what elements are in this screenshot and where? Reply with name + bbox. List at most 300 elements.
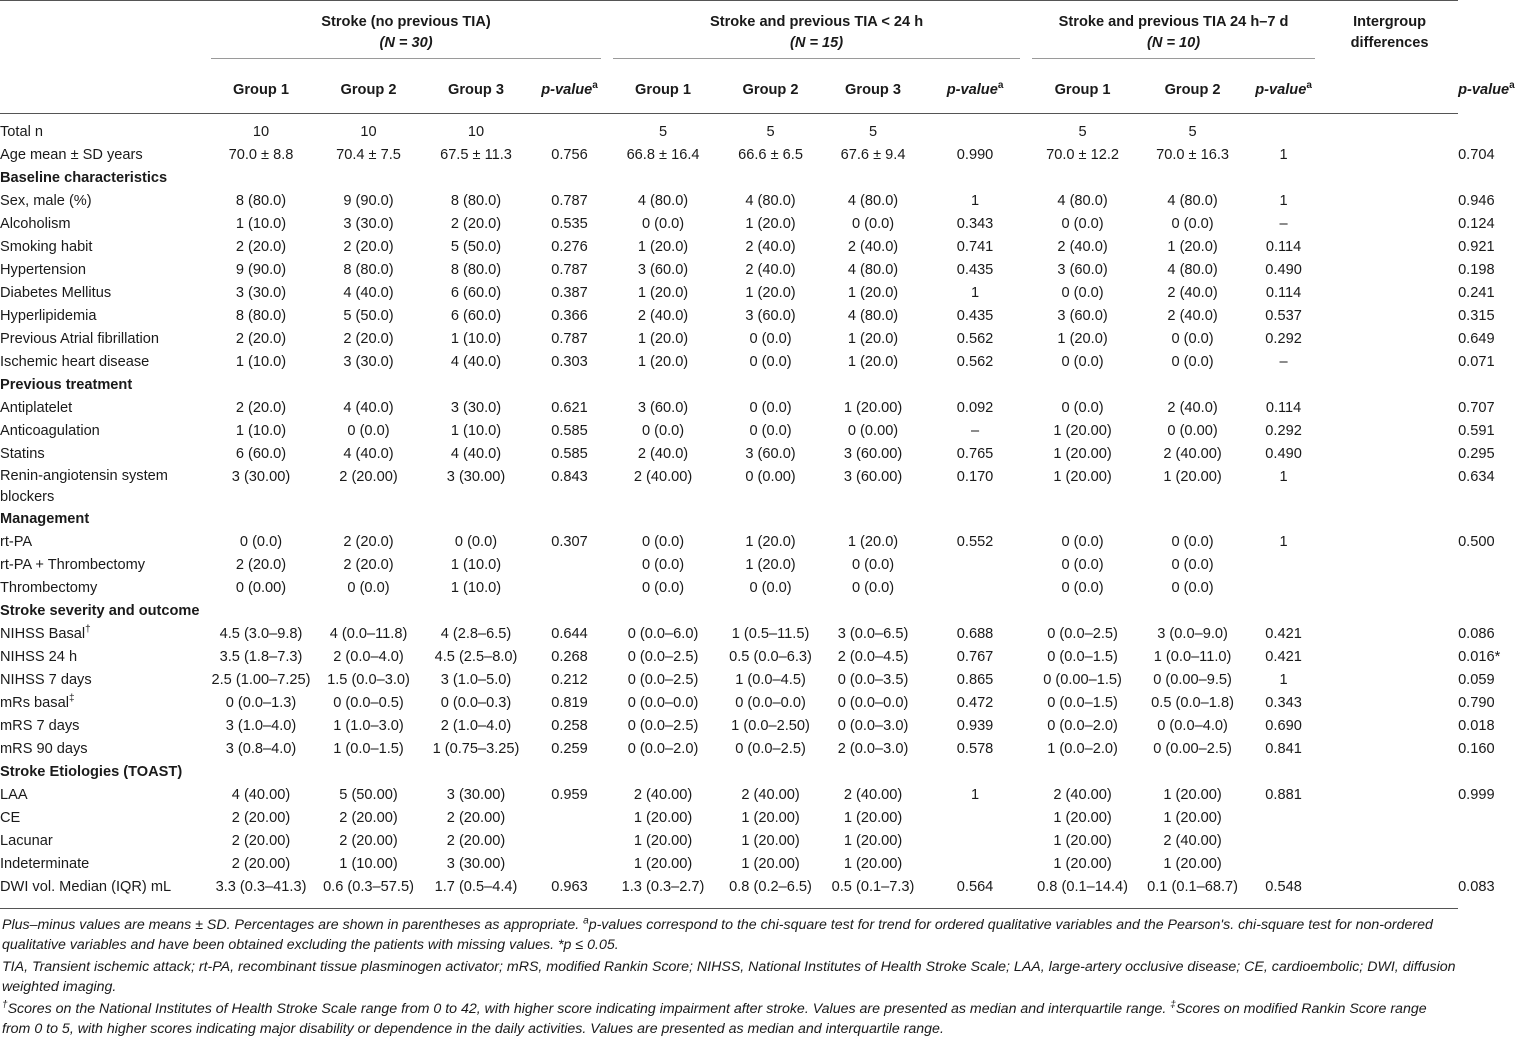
table-cell: 1 (0.0–11.0) bbox=[1153, 648, 1232, 665]
table-cell: 3 (60.00) bbox=[843, 445, 903, 462]
table-cell: 0 (0.0) bbox=[851, 579, 895, 596]
table-cell: 0.6 (0.3–57.5) bbox=[323, 878, 414, 895]
row-label: rt-PA bbox=[0, 533, 33, 550]
table-cell: 0 (0.0–0.0) bbox=[627, 694, 699, 711]
table-cell: 70.4 ± 7.5 bbox=[336, 146, 401, 163]
table-cell: 0 (0.00) bbox=[847, 422, 899, 439]
table-cell: 2 (20.00) bbox=[446, 809, 506, 826]
table-cell: 0.1 (0.1–68.7) bbox=[1147, 878, 1238, 895]
spacer-cell bbox=[1321, 351, 1458, 374]
group-title: Stroke (no previous TIA) bbox=[321, 14, 491, 30]
table-cell: 2 (20.00) bbox=[231, 855, 291, 872]
table-cell: 2 (20.00) bbox=[339, 809, 398, 826]
subheader-cell: Group 3 bbox=[448, 82, 504, 98]
table-cell: 3 (0.0–6.5) bbox=[837, 625, 909, 642]
table-cell: 0 (0.0) bbox=[1061, 556, 1104, 573]
table-cell: 0.741 bbox=[956, 238, 994, 255]
table-cell: 4 (40.0) bbox=[450, 353, 502, 370]
table-row: DWI vol. Median (IQR) mL 3.3 (0.3–41.3) 0.6 (0.3–57.5) 1.7 (0.5–4.4) 0.963 1.3 (0.3–2.7) 0.8 (0.2–6.5) 0.5 (0.1–7.3) 0.564 0.8 (0.1–14.4) 0.1 (0.1–68.7) 0.548 0.083 bbox=[0, 876, 1458, 909]
table-cell: 1 (20.00) bbox=[633, 809, 693, 826]
table-cell: 1.5 (0.0–3.0) bbox=[327, 671, 410, 688]
table-cell: 0 (0.0) bbox=[1061, 399, 1104, 416]
table-row bbox=[0, 830, 1458, 853]
table-row: Hypertension 9 (90.0) 8 (80.0) 8 (80.0) 0.787 3 (60.0) 2 (40.0) 4 (80.0) 0.435 3 (60.0) 4 (80.0) 0.490 0.198 bbox=[0, 259, 1458, 282]
table-row: Anticoagulation 1 (10.0) 0 (0.0) 1 (10.0) 0.585 0 (0.0) 0 (0.0) 0 (0.00) – 1 (20.00) 0 (0.00) 0.292 0.591 bbox=[0, 420, 1458, 443]
table-cell: 4 (80.0) bbox=[847, 307, 899, 324]
table-cell: 5 (50.0) bbox=[450, 238, 502, 255]
table-cell: 2 (40.0) bbox=[1167, 307, 1218, 324]
row-label: NIHSS 24 h bbox=[0, 648, 78, 665]
subheader-blank bbox=[0, 69, 205, 114]
table-cell bbox=[532, 577, 607, 600]
table-cell: 1 (0.0–2.0) bbox=[1047, 740, 1118, 757]
table-cell: 1 bbox=[970, 192, 980, 209]
table-cell: 0.562 bbox=[956, 330, 994, 347]
table-cell: 0.881 bbox=[1265, 786, 1302, 803]
table-cell: 2 (20.0) bbox=[343, 238, 394, 255]
table-cell: 1 (20.00) bbox=[1053, 445, 1112, 462]
table-cell: 0 (0.0–2.5) bbox=[627, 648, 699, 665]
table-cell: 0.963 bbox=[551, 878, 588, 895]
table-cell: 2 (0.0–4.5) bbox=[837, 648, 909, 665]
table-cell: 0.114 bbox=[1265, 284, 1302, 301]
table-cell: 6 (60.0) bbox=[235, 445, 287, 462]
table-cell: 3 (0.0–9.0) bbox=[1157, 625, 1228, 642]
table-cell: 0.787 bbox=[551, 261, 588, 278]
table-cell: 0 (0.0–1.5) bbox=[1047, 694, 1118, 711]
footnote-abbreviations: TIA, Transient ischemic attack; rt-PA, recombinant tissue plasminogen activator; mRS, modified Rankin Score; NIHSS, National Institutes of Health Stroke Scale; LAA, large-artery occlusive disease; CE, cardioembolic; DWI, diffusion weighted imaging. bbox=[2, 958, 1456, 995]
table-cell: 0.562 bbox=[956, 353, 994, 370]
spacer-cell bbox=[1321, 876, 1458, 909]
table-cell: 0.841 bbox=[1265, 740, 1302, 757]
table-cell: 1 (20.00) bbox=[1163, 468, 1222, 485]
row-label: Sex, male (%) bbox=[0, 192, 92, 209]
table-cell: 1 bbox=[1279, 533, 1288, 550]
table-cell: 1 (20.00) bbox=[843, 832, 903, 849]
table-cell: 1 bbox=[970, 786, 980, 803]
table-cell: 4 (40.0) bbox=[343, 399, 394, 416]
table-cell: 0.959 bbox=[551, 786, 588, 803]
row-label: Diabetes Mellitus bbox=[0, 284, 112, 301]
spacer-cell bbox=[1321, 328, 1458, 351]
table-cell: 2 (20.0) bbox=[235, 399, 287, 416]
table-cell: 0.5 (0.0–1.8) bbox=[1151, 694, 1234, 711]
subheader-cell: Group 2 bbox=[742, 82, 799, 98]
table-cell: 3 (30.00) bbox=[446, 468, 506, 485]
spacer-cell bbox=[1321, 190, 1458, 213]
table-cell: – bbox=[1279, 215, 1288, 232]
table-cell: 3.5 (1.8–7.3) bbox=[219, 648, 303, 665]
row-label: Total n bbox=[0, 123, 43, 140]
table-cell bbox=[1246, 830, 1321, 853]
table-row: NIHSS 7 days 2.5 (1.00–7.25) 1.5 (0.0–3.0) 3 (1.0–5.0) 0.212 0 (0.0–2.5) 1 (0.0–4.5) 0 (0.0–3.5) 0.865 0 (0.00–1.5) 0 (0.00–9.5) 1 0.059 bbox=[0, 669, 1458, 692]
subheader-cell: Group 1 bbox=[233, 82, 289, 98]
table-cell: 0 (0.0–6.0) bbox=[627, 625, 699, 642]
table-cell: 2 (40.0) bbox=[1167, 399, 1218, 416]
table-cell: 0 (0.0) bbox=[1171, 556, 1214, 573]
table-cell bbox=[532, 853, 607, 876]
table-cell: 2 (20.0) bbox=[343, 533, 394, 550]
table-cell: 3 (30.0) bbox=[450, 399, 502, 416]
table-cell: 1 (20.0) bbox=[847, 284, 899, 301]
subheader-cell: Group 2 bbox=[340, 82, 397, 98]
table-cell: – bbox=[970, 422, 980, 439]
table-cell: 0 (0.0) bbox=[749, 399, 792, 416]
table-cell: 66.6 ± 6.5 bbox=[738, 146, 803, 163]
table-cell: 0 (0.0–3.5) bbox=[837, 671, 909, 688]
table-row: Previous Atrial fibrillation 2 (20.0) 2 (20.0) 1 (10.0) 0.787 1 (20.0) 0 (0.0) 1 (20.0) 0.562 1 (20.0) 0 (0.0) 0.292 0.649 bbox=[0, 328, 1458, 351]
table-cell: 0.292 bbox=[1265, 422, 1302, 439]
table-cell: 1 (20.00) bbox=[1053, 422, 1112, 439]
table-cell: 1 (20.00) bbox=[741, 809, 800, 826]
table-cell: 0.690 bbox=[1265, 717, 1302, 734]
table-cell: 0.212 bbox=[551, 671, 588, 688]
table-cell: 4 (40.00) bbox=[231, 786, 291, 803]
table-cell bbox=[1246, 853, 1321, 876]
spacer-cell bbox=[1321, 784, 1458, 807]
section-heading: Management bbox=[0, 510, 90, 527]
table-cell: 2 (20.0) bbox=[343, 330, 394, 347]
table-cell: 4 (80.0) bbox=[745, 192, 796, 209]
table-cell bbox=[532, 554, 607, 577]
table-cell: 0 (0.00) bbox=[745, 468, 796, 485]
section-row bbox=[0, 600, 1458, 623]
table-cell: 8 (80.0) bbox=[235, 307, 287, 324]
row-label: Statins bbox=[0, 445, 45, 462]
table-cell: 0 (0.0) bbox=[641, 215, 685, 232]
table-cell: 3 (60.0) bbox=[637, 261, 689, 278]
table-cell: 0.490 bbox=[1265, 445, 1302, 462]
table-row bbox=[0, 554, 1458, 577]
table-cell: 0 (0.0) bbox=[749, 330, 792, 347]
table-cell: 2 (20.00) bbox=[446, 832, 506, 849]
table-cell: 3 (30.0) bbox=[235, 284, 287, 301]
row-label: LAA bbox=[0, 786, 28, 803]
table-cell: 2 (40.0) bbox=[847, 238, 899, 255]
table-row bbox=[0, 113, 1458, 144]
table-cell: 0.114 bbox=[1265, 238, 1302, 255]
table-cell: 0.8 (0.1–14.4) bbox=[1037, 878, 1128, 895]
table-cell: 6 (60.0) bbox=[450, 307, 502, 324]
table-cell: 2 (20.00) bbox=[339, 832, 398, 849]
table-cell: 1 (20.0) bbox=[847, 533, 899, 550]
table-cell: 0.578 bbox=[956, 740, 994, 757]
table-cell: 1 (20.00) bbox=[741, 855, 800, 872]
row-label: rt-PA + Thrombectomy bbox=[0, 556, 146, 573]
table-cell: 1 (20.0) bbox=[1057, 330, 1108, 347]
table-row: Smoking habit 2 (20.0) 2 (20.0) 5 (50.0) 0.276 1 (20.0) 2 (40.0) 2 (40.0) 0.741 2 (40.0) 1 (20.0) 0.114 0.921 bbox=[0, 236, 1458, 259]
table-cell bbox=[532, 807, 607, 830]
table-cell: 0.303 bbox=[551, 353, 588, 370]
table-cell: – bbox=[1279, 353, 1288, 370]
table-cell: 0.765 bbox=[956, 445, 994, 462]
table-cell: 6 (60.0) bbox=[450, 284, 502, 301]
section-heading: Baseline characteristics bbox=[0, 169, 168, 186]
table-cell: 5 bbox=[766, 123, 775, 140]
table-cell: 1 (20.00) bbox=[1163, 809, 1222, 826]
table-cell: 2 (40.0) bbox=[1167, 284, 1218, 301]
spacer-cell bbox=[1321, 830, 1458, 853]
table-cell: 0.5 (0.1–7.3) bbox=[831, 878, 915, 895]
table-cell: 1 (10.0) bbox=[235, 215, 287, 232]
table-cell: 3 (1.0–4.0) bbox=[225, 717, 297, 734]
table-cell: 0 (0.0) bbox=[851, 215, 895, 232]
table-cell: 0.092 bbox=[956, 399, 994, 416]
table-cell: 5 bbox=[1078, 123, 1087, 140]
row-label: Alcoholism bbox=[0, 215, 71, 232]
table-cell: 1 (10.00) bbox=[339, 855, 398, 872]
table-cell: 0.564 bbox=[956, 878, 994, 895]
table-cell: 0.585 bbox=[551, 422, 588, 439]
table-cell: 66.8 ± 16.4 bbox=[626, 146, 700, 163]
row-label: Renin-angiotensin system blockers bbox=[0, 467, 168, 505]
table-cell: 8 (80.0) bbox=[450, 261, 502, 278]
table-cell: 1 (20.0) bbox=[745, 284, 796, 301]
table-row: Ischemic heart disease 1 (10.0) 3 (30.0) 4 (40.0) 0.303 1 (20.0) 0 (0.0) 1 (20.0) 0.562 0 (0.0) 0 (0.0) – 0.071 bbox=[0, 351, 1458, 374]
table-cell: 2 (20.0) bbox=[235, 238, 287, 255]
table-cell: 0.787 bbox=[551, 192, 588, 209]
table-cell: 10 bbox=[467, 123, 485, 140]
table-cell: 2 (20.0) bbox=[235, 330, 287, 347]
spacer-cell bbox=[1321, 144, 1458, 167]
table-cell: 1 (20.00) bbox=[1053, 809, 1112, 826]
table-cell: 1 (20.00) bbox=[1053, 855, 1112, 872]
table-cell: 4 (80.0) bbox=[637, 192, 689, 209]
table-cell: 1 (1.0–3.0) bbox=[333, 717, 404, 734]
table-cell: 2 (40.00) bbox=[1163, 445, 1222, 462]
table-cell: 0.435 bbox=[956, 261, 994, 278]
footnote-scales: †Scores on the National Institutes of Health Stroke Scale range from 0 to 42, with higher score indicating impairment after stroke. Values are presented as median and interquartile range. ‡Scores on modified Rankin Score range from 0 to 5, with higher scores indicating major disability or dependence in the daily activities. Values are presented as median and interquartile range. bbox=[2, 998, 1427, 1037]
subheader-cell: p-value$^a$ bbox=[541, 80, 598, 98]
spacer-cell bbox=[1321, 577, 1458, 600]
table-cell: 1 (20.0) bbox=[637, 284, 689, 301]
table-cell: 1 (20.0) bbox=[745, 556, 796, 573]
table-cell: 9 (90.0) bbox=[343, 192, 394, 209]
row-label: Anticoagulation bbox=[0, 422, 100, 439]
table-cell: 0.268 bbox=[551, 648, 588, 665]
spacer-cell bbox=[1321, 738, 1458, 761]
table-row: Renin-angiotensin system blockers 3 (30.00) 2 (20.00) 3 (30.00) 0.843 2 (40.00) 0 (0.00) 3 (60.00) 0.170 1 (20.00) 1 (20.00) 1 0.634 bbox=[0, 466, 1458, 508]
table-cell bbox=[1246, 577, 1321, 600]
spacer-cell bbox=[1321, 646, 1458, 669]
table-cell: 0.472 bbox=[956, 694, 994, 711]
table-cell bbox=[1246, 807, 1321, 830]
table-cell: 3 (60.0) bbox=[1057, 307, 1108, 324]
table-cell: 2 (0.0–4.0) bbox=[333, 648, 404, 665]
table-cell: 4 (40.0) bbox=[450, 445, 502, 462]
table-cell: 0 (0.0) bbox=[1171, 533, 1214, 550]
table-cell: 0.170 bbox=[956, 468, 994, 485]
table-cell: 0.5 (0.0–6.3) bbox=[729, 648, 812, 665]
table-cell: 3 (60.0) bbox=[745, 307, 796, 324]
table-cell: 0.843 bbox=[551, 468, 588, 485]
table-body bbox=[0, 113, 1501, 908]
table-cell: 0.343 bbox=[956, 215, 994, 232]
table-cell: 1 bbox=[1279, 468, 1288, 485]
table-cell: 0 (0.0) bbox=[1061, 353, 1104, 370]
table-cell: 3 (30.0) bbox=[343, 215, 394, 232]
table-cell: 1 (20.00) bbox=[1163, 786, 1222, 803]
table-cell: 2 (40.0) bbox=[637, 445, 689, 462]
section-heading: Stroke severity and outcome bbox=[0, 602, 200, 619]
table-cell: 1 (20.0) bbox=[1167, 238, 1218, 255]
table-cell: 67.5 ± 11.3 bbox=[440, 146, 512, 163]
table-cell: 5 bbox=[1188, 123, 1197, 140]
table-cell: 0 (0.00) bbox=[1167, 422, 1218, 439]
table-cell: 0.537 bbox=[1265, 307, 1302, 324]
table-cell: 2 (20.0) bbox=[235, 556, 287, 573]
table-cell: 0.490 bbox=[1265, 261, 1302, 278]
table-cell: 4.5 (2.5–8.0) bbox=[434, 648, 518, 665]
table-row bbox=[0, 577, 1458, 600]
spacer-cell bbox=[1321, 715, 1458, 738]
table-cell: 0.990 bbox=[956, 146, 994, 163]
table-cell: 3 (30.00) bbox=[231, 468, 291, 485]
table-cell: 2 (0.0–3.0) bbox=[837, 740, 909, 757]
table-cell: 1 (20.00) bbox=[843, 399, 903, 416]
table-cell: 2 (20.00) bbox=[231, 832, 291, 849]
table-cell: 1 (10.0) bbox=[235, 353, 287, 370]
table-cell: 8 (80.0) bbox=[235, 192, 287, 209]
table-cell: 2 (40.00) bbox=[741, 786, 800, 803]
table-cell: 0 (0.0) bbox=[641, 533, 685, 550]
spacer-cell bbox=[1321, 692, 1458, 715]
table-cell bbox=[532, 113, 607, 144]
table-row: mRs basal‡ 0 (0.0–1.3) 0 (0.0–0.5) 0 (0.0–0.3) 0.819 0 (0.0–0.0) 0 (0.0–0.0) 0 (0.0–0.0) 0.472 0 (0.0–1.5) 0.5 (0.0–1.8) 0.343 0.790 bbox=[0, 692, 1458, 715]
table-cell: 0 (0.0–2.5) bbox=[627, 671, 699, 688]
row-label: mRS 7 days bbox=[0, 717, 80, 734]
table-cell: 0 (0.0–2.0) bbox=[1047, 717, 1118, 734]
table-cell: 0.767 bbox=[956, 648, 994, 665]
table-cell: 0.8 (0.2–6.5) bbox=[729, 878, 812, 895]
table-cell: 5 bbox=[658, 123, 668, 140]
table-cell: 4 (80.0) bbox=[847, 261, 899, 278]
table-cell: 0 (0.0) bbox=[1171, 330, 1214, 347]
footnote-1: Plus–minus values are means ± SD. Percentages are shown in parentheses as appropriate. $^a$p-values correspond to the chi-square test for trend for ordered qualitative variables and the Pearson's. chi-square test for non-ordered qualitative variables and have been obtained excluding the patients with missing values. *p ≤ 0.05. bbox=[2, 914, 1433, 953]
table-cell: 4 (80.0) bbox=[847, 192, 899, 209]
table-cell: 0.621 bbox=[551, 399, 588, 416]
table-row: Sex, male (%) 8 (80.0) 9 (90.0) 8 (80.0) 0.787 4 (80.0) 4 (80.0) 4 (80.0) 1 4 (80.0) 4 (80.0) 1 0.946 bbox=[0, 190, 1458, 213]
table-cell: 1 (0.75–3.25) bbox=[432, 740, 520, 757]
table-cell: 2 (40.00) bbox=[843, 786, 903, 803]
group-n: (N = 15) bbox=[789, 35, 844, 51]
table-cell: 2 (20.0) bbox=[343, 556, 394, 573]
table-cell: 0 (0.0) bbox=[454, 533, 498, 550]
table-cell: 4 (2.8–6.5) bbox=[440, 625, 512, 642]
table-row: Antiplatelet 2 (20.0) 4 (40.0) 3 (30.0) 0.621 3 (60.0) 0 (0.0) 1 (20.00) 0.092 0 (0.0) 2 (40.0) 0.114 0.707 bbox=[0, 397, 1458, 420]
spacer-cell bbox=[1321, 531, 1458, 554]
table-cell: 0.421 bbox=[1265, 648, 1302, 665]
table-cell: 0 (0.0–0.0) bbox=[837, 694, 909, 711]
table-cell: 2 (40.00) bbox=[633, 786, 693, 803]
table-cell: 0 (0.0) bbox=[641, 579, 685, 596]
spacer-cell bbox=[1321, 213, 1458, 236]
group-header-intergroup: Intergroup differences bbox=[1350, 14, 1429, 51]
table-cell: 1 (0.0–1.5) bbox=[333, 740, 404, 757]
spacer-cell bbox=[1321, 554, 1458, 577]
subheader-cell: Group 2 bbox=[1164, 82, 1221, 98]
table-cell: 2 (1.0–4.0) bbox=[440, 717, 512, 734]
table-cell: 0.276 bbox=[551, 238, 588, 255]
table-cell: 2 (40.00) bbox=[1053, 786, 1112, 803]
row-label: NIHSS 7 days bbox=[0, 671, 92, 688]
table-cell bbox=[924, 807, 1026, 830]
spacer-cell bbox=[1321, 397, 1458, 420]
table-cell: 2 (40.0) bbox=[637, 307, 689, 324]
table-cell: 0 (0.0) bbox=[851, 556, 895, 573]
table-cell bbox=[924, 554, 1026, 577]
section-row bbox=[0, 508, 1458, 531]
table-cell: 0 (0.0) bbox=[749, 579, 792, 596]
table-cell: 0.343 bbox=[1265, 694, 1302, 711]
table-header bbox=[0, 1, 1515, 114]
table-cell: 1 bbox=[1279, 192, 1288, 209]
table-cell: 0.435 bbox=[956, 307, 994, 324]
row-label: mRs basal‡ bbox=[0, 692, 75, 711]
group-title: Stroke and previous TIA < 24 h bbox=[709, 14, 924, 30]
table-cell: 0 (0.0–2.5) bbox=[1047, 625, 1118, 642]
group-n: (N = 30) bbox=[379, 35, 433, 51]
table-cell: 1 (20.00) bbox=[633, 832, 693, 849]
table-cell: 3 (60.0) bbox=[637, 399, 689, 416]
table-cell: 4 (80.0) bbox=[1167, 192, 1218, 209]
table-cell: 4 (40.0) bbox=[343, 445, 394, 462]
table-cell: 1 (20.0) bbox=[745, 215, 796, 232]
table-cell: 0 (0.0) bbox=[1171, 215, 1214, 232]
subheader-cell: p-value$^a$ bbox=[946, 80, 1004, 98]
row-label: Previous Atrial fibrillation bbox=[0, 330, 159, 347]
table-cell bbox=[532, 830, 607, 853]
table-cell: 1 bbox=[1279, 146, 1288, 163]
table-cell: 3 (30.00) bbox=[446, 786, 506, 803]
table-cell: 1 (20.0) bbox=[637, 238, 689, 255]
table-row: NIHSS 24 h 3.5 (1.8–7.3) 2 (0.0–4.0) 4.5 (2.5–8.0) 0.268 0 (0.0–2.5) 0.5 (0.0–6.3) 2 (0.0–4.5) 0.767 0 (0.0–1.5) 1 (0.0–11.0) 0.421 0.016* bbox=[0, 646, 1458, 669]
table-cell: 1 (20.0) bbox=[745, 533, 796, 550]
row-label: CE bbox=[0, 809, 21, 826]
table-cell: 1 (0.0–4.5) bbox=[735, 671, 806, 688]
spacer-cell bbox=[1321, 807, 1458, 830]
table-cell: 0 (0.0–4.0) bbox=[1157, 717, 1228, 734]
table-cell: 3 (30.00) bbox=[446, 855, 506, 872]
table-cell: 4 (80.0) bbox=[1167, 261, 1218, 278]
table-cell: 1 (20.00) bbox=[1163, 855, 1222, 872]
table-cell: 1 (0.0–2.50) bbox=[731, 717, 810, 734]
group-title: Stroke and previous TIA 24 h–7 d bbox=[1058, 14, 1289, 30]
table-cell: 1 (20.00) bbox=[1053, 832, 1112, 849]
table-cell: 0 (0.0) bbox=[347, 579, 390, 596]
table-cell: 3 (60.00) bbox=[843, 468, 903, 485]
table-cell: 0.258 bbox=[551, 717, 588, 734]
table-cell: 70.0 ± 16.3 bbox=[1156, 146, 1230, 163]
table-cell: 0 (0.0) bbox=[1061, 284, 1104, 301]
table-cell: 1 (20.00) bbox=[843, 855, 903, 872]
row-label: Indeterminate bbox=[0, 855, 90, 872]
table-cell: 1 (20.0) bbox=[847, 353, 899, 370]
group-header-no-tia bbox=[205, 1, 607, 69]
table-cell: 4 (40.0) bbox=[343, 284, 394, 301]
table-cell: 2 (20.00) bbox=[339, 468, 398, 485]
table-cell: 10 bbox=[360, 123, 377, 140]
subheader-row: Group 1 Group 2 Group 3 p-value$^a$ Group 1 Group 2 Group 3 p-value$^a$ Group 1 Group 2 p-value$^a$ p-value$^a$ bbox=[0, 69, 1458, 114]
table-cell: 0.585 bbox=[551, 445, 588, 462]
table-cell: 0 (0.0) bbox=[641, 556, 685, 573]
table-cell: 0 (0.0) bbox=[1171, 579, 1214, 596]
row-label: Smoking habit bbox=[0, 238, 93, 255]
table-cell: 3 (60.0) bbox=[745, 445, 796, 462]
table-cell: 2 (40.0) bbox=[1057, 238, 1108, 255]
table-cell: 0 (0.0–2.0) bbox=[627, 740, 699, 757]
table-cell: 0.387 bbox=[551, 284, 588, 301]
